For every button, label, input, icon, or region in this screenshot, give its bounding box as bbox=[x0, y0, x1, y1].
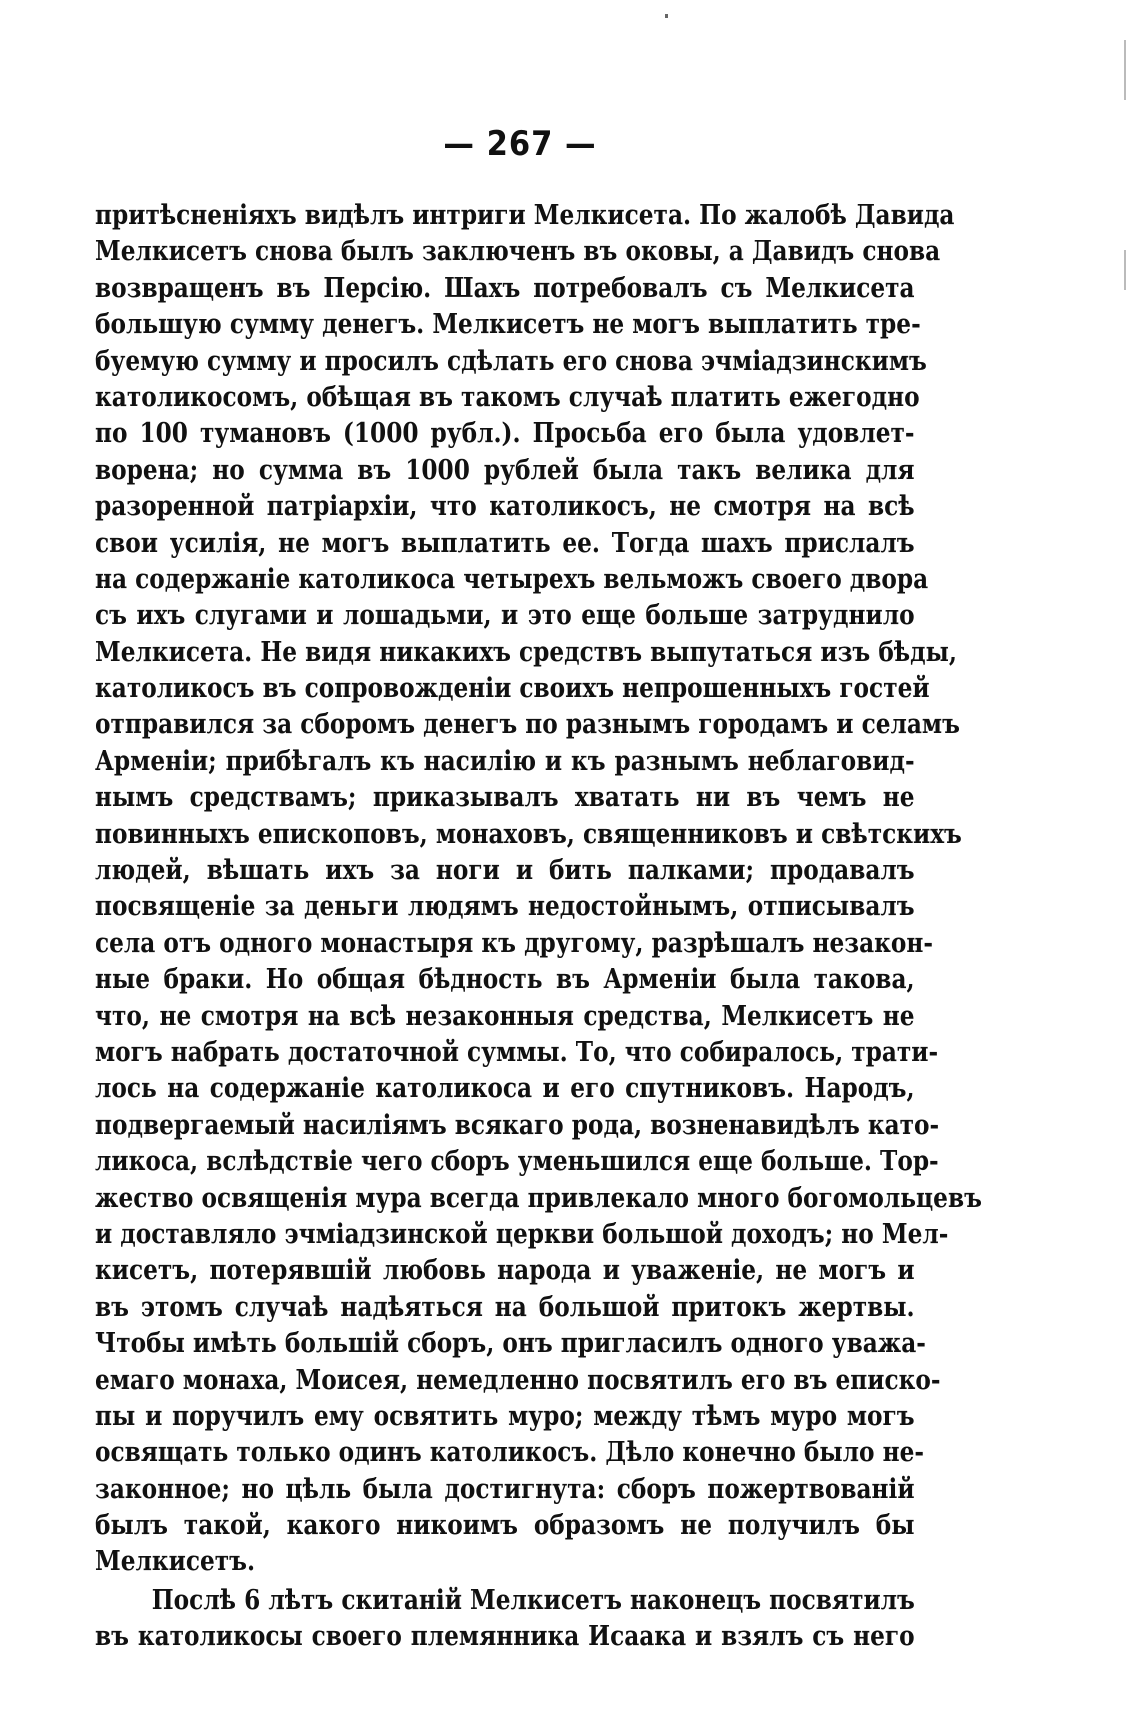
text-line: ворена; но сумма въ 1000 рублей была такъ велика для bbox=[95, 454, 915, 486]
text-line: могъ набрать достаточной суммы. То, что собиралось, трати- bbox=[95, 1036, 939, 1068]
text-line: съ ихъ слугами и лошадьми, и это еще больше затруднило bbox=[95, 600, 915, 632]
page-edge-mark bbox=[1124, 40, 1126, 100]
text-line: Мелкисетъ. bbox=[95, 1546, 256, 1578]
text-line: Мелкисетъ снова былъ заключенъ въ оковы, а Давидъ снова bbox=[95, 236, 941, 268]
page-edge-mark bbox=[1124, 250, 1126, 290]
text-line: буемую сумму и просилъ сдѣлать его снова эчміадзинскимъ bbox=[95, 345, 927, 377]
text-line: въ этомъ случаѣ надѣяться на большой притокъ жертвы. bbox=[95, 1291, 915, 1323]
text-line: лось на содержаніе католикоса и его спутниковъ. Народъ, bbox=[95, 1073, 915, 1105]
text-line: Арменіи; прибѣгалъ къ насилію и къ разнымъ неблаговид- bbox=[95, 745, 915, 777]
text-line: кисетъ, потерявшій любовь народа и уваженіе, не могъ и bbox=[95, 1255, 915, 1287]
text-line: пы и поручилъ ему освятить муро; между тѣмъ муро могъ bbox=[95, 1400, 915, 1432]
text-line: въ католикосы своего племянника Исаака и взялъ съ него bbox=[95, 1621, 915, 1653]
text-line: Чтобы имѣть большій сборъ, онъ пригласилъ одного уважа- bbox=[95, 1328, 926, 1360]
text-line: свои усилія, не могъ выплатить ее. Тогда шахъ прислалъ bbox=[95, 527, 915, 559]
text-line: католикосомъ, обѣщая въ такомъ случаѣ платить ежегодно bbox=[95, 381, 920, 413]
text-line: отправился за сборомъ денегъ по разнымъ городамъ и селамъ bbox=[95, 709, 960, 741]
body-text bbox=[95, 198, 982, 1656]
text-line: разоренной патріархіи, что католикосъ, не смотря на всѣ bbox=[95, 491, 915, 523]
print-speck bbox=[665, 14, 668, 18]
text-line: Мелкисета. Не видя никакихъ средствъ выпутаться изъ бѣды, bbox=[95, 636, 957, 668]
text-line: по 100 тумановъ (1000 рубл.). Просьба его была удовлет- bbox=[95, 418, 915, 450]
text-line: ные браки. Но общая бѣдность въ Арменіи была такова, bbox=[95, 964, 915, 996]
text-line: подвергаемый насиліямъ всякаго рода, возненавидѣлъ като- bbox=[95, 1109, 940, 1141]
text-line: села отъ одного монастыря къ другому, разрѣшалъ незакон- bbox=[95, 927, 934, 959]
text-line: что, не смотря на всѣ незаконныя средства, Мелкисетъ не bbox=[95, 1000, 915, 1032]
text-line: законное; но цѣль была достигнута: сборъ пожертвованій bbox=[95, 1473, 915, 1505]
text-line: былъ такой, какого никоимъ образомъ не получилъ бы bbox=[95, 1510, 915, 1542]
text-line: католикосъ въ сопровожденіи своихъ непрошенныхъ гостей bbox=[95, 673, 930, 705]
text-line: на содержаніе католикоса четырехъ вельможъ своего двора bbox=[95, 563, 929, 595]
text-line: емаго монаха, Моисея, немедленно посвятилъ его въ еписко- bbox=[95, 1364, 941, 1396]
text-line: посвященіе за деньги людямъ недостойнымъ, отписывалъ bbox=[95, 891, 915, 923]
text-line: возвращенъ въ Персію. Шахъ потребовалъ съ Мелкисета bbox=[95, 272, 915, 304]
paragraph bbox=[95, 1583, 915, 1656]
page-number: — 267 — bbox=[443, 124, 597, 164]
text-line: освящать только одинъ католикосъ. Дѣло конечно было не- bbox=[95, 1437, 925, 1469]
text-line: Послѣ 6 лѣтъ скитаній Мелкисетъ наконецъ посвятилъ bbox=[151, 1584, 915, 1616]
text-line: жество освященія мура всегда привлекало много богомольцевъ bbox=[95, 1182, 982, 1214]
text-line: ликоса, вслѣдствіе чего сборъ уменьшился еще больше. Тор- bbox=[95, 1146, 939, 1178]
text-line: повинныхъ епископовъ, монаховъ, священниковъ и свѣтскихъ bbox=[95, 818, 962, 850]
text-line: притѣсненіяхъ видѣлъ интриги Мелкисета. По жалобѣ Давида bbox=[95, 200, 955, 231]
paragraph bbox=[95, 198, 982, 1581]
text-line: и доставляло эчміадзинской церкви большой доходъ; но Мел- bbox=[95, 1218, 949, 1250]
text-line: людей, вѣшать ихъ за ноги и бить палками; продавалъ bbox=[95, 855, 915, 887]
text-line: большую сумму денегъ. Мелкисетъ не могъ выплатить тре- bbox=[95, 309, 921, 341]
text-line: нымъ средствамъ; приказывалъ хватать ни въ чемъ не bbox=[95, 782, 915, 814]
